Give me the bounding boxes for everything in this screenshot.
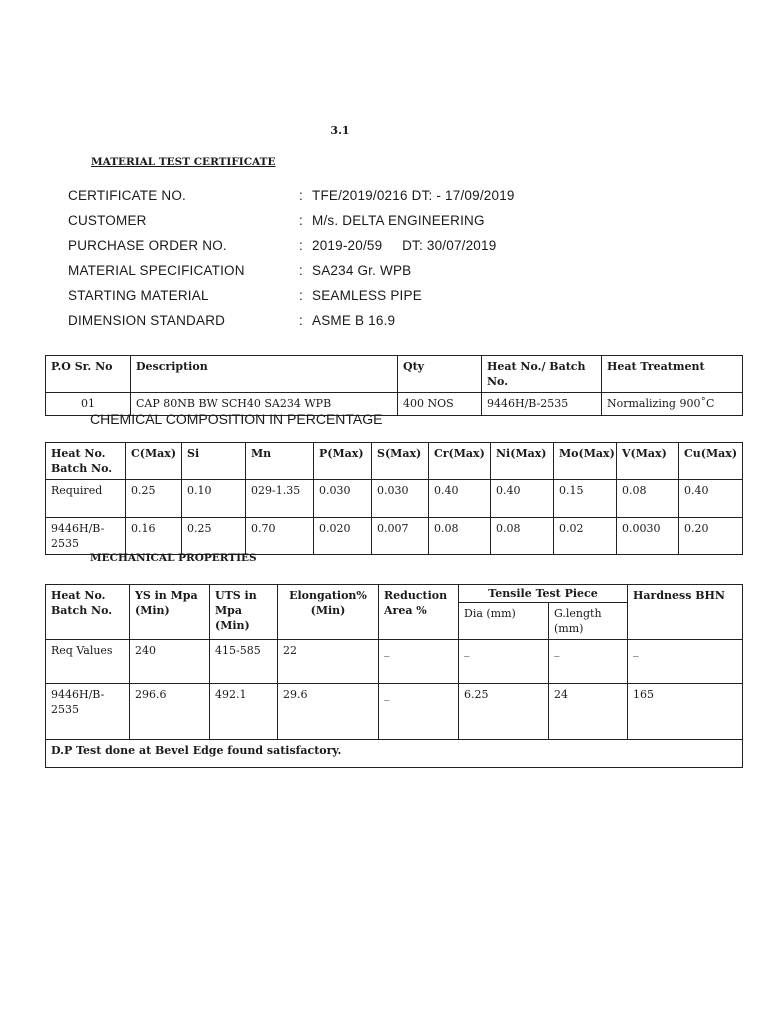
chem-cell: 0.25 bbox=[126, 480, 182, 518]
mech-header-reduction: Reduction Area % bbox=[379, 585, 459, 640]
chem-cell: Required bbox=[46, 480, 126, 518]
chem-cell: 0.15 bbox=[554, 480, 617, 518]
mech-cell: 296.6 bbox=[130, 684, 210, 740]
chem-cell: 0.020 bbox=[314, 518, 372, 555]
chem-cell: 0.08 bbox=[429, 518, 491, 555]
chem-header-cu: Cu(Max) bbox=[679, 443, 743, 480]
mech-header-tensile: Tensile Test Piece bbox=[459, 585, 628, 603]
mech-header-uts: UTS in Mpa (Min) bbox=[210, 585, 278, 640]
mech-header-glength: G.length (mm) bbox=[549, 603, 628, 640]
info-row-dimension-standard bbox=[68, 313, 688, 335]
info-colon: : bbox=[299, 263, 303, 278]
chem-cell: 0.08 bbox=[491, 518, 554, 555]
chem-cell: 0.0030 bbox=[617, 518, 679, 555]
order-table bbox=[45, 355, 743, 416]
chem-header-ni: Ni(Max) bbox=[491, 443, 554, 480]
mech-cell: 22 bbox=[278, 640, 379, 684]
mech-cell: 24 bbox=[549, 684, 628, 740]
mech-header-ys: YS in Mpa (Min) bbox=[130, 585, 210, 640]
chem-section-title: CHEMICAL COMPOSITION IN PERCENTAGE bbox=[90, 411, 383, 427]
chem-header-mo: Mo(Max) bbox=[554, 443, 617, 480]
standard-number: 3.1 bbox=[330, 124, 350, 137]
chem-cell: 029-1.35 bbox=[246, 480, 314, 518]
mech-cell: _ bbox=[379, 640, 459, 684]
info-value: TFE/2019/0216 DT: - 17/09/2019 bbox=[312, 188, 515, 203]
chem-cell: 9446H/B-2535 bbox=[46, 518, 126, 555]
mech-note: D.P Test done at Bevel Edge found satisfactory. bbox=[46, 740, 743, 768]
order-header-heat-no: Heat No./ Batch No. bbox=[482, 356, 602, 393]
info-value: M/s. DELTA ENGINEERING bbox=[312, 213, 485, 228]
order-cell-heat-no: 9446H/B-2535 bbox=[482, 393, 602, 416]
chem-cell: 0.007 bbox=[372, 518, 429, 555]
order-header-heat-treatment: Heat Treatment bbox=[602, 356, 743, 393]
chem-header-v: V(Max) bbox=[617, 443, 679, 480]
document-title: MATERIAL TEST CERTIFICATE bbox=[91, 156, 276, 168]
info-label: CUSTOMER bbox=[68, 213, 147, 228]
info-colon: : bbox=[299, 213, 303, 228]
info-row-customer bbox=[68, 213, 688, 235]
order-cell-heat-treatment: Normalizing 900˚C bbox=[602, 393, 743, 416]
mech-cell: 240 bbox=[130, 640, 210, 684]
info-label: MATERIAL SPECIFICATION bbox=[68, 263, 245, 278]
mech-section-title: MECHANICAL PROPERTIES bbox=[90, 552, 257, 564]
mech-cell: Req Values bbox=[46, 640, 130, 684]
info-colon: : bbox=[299, 188, 303, 203]
chem-cell: 0.40 bbox=[491, 480, 554, 518]
info-value: SEAMLESS PIPE bbox=[312, 288, 422, 303]
chem-cell: 0.25 bbox=[182, 518, 246, 555]
mech-cell: _ bbox=[379, 684, 459, 740]
chem-cell: 0.16 bbox=[126, 518, 182, 555]
info-colon: : bbox=[299, 313, 303, 328]
chem-header-cr: Cr(Max) bbox=[429, 443, 491, 480]
info-colon: : bbox=[299, 238, 303, 253]
info-colon: : bbox=[299, 288, 303, 303]
mech-cell: 415-585 bbox=[210, 640, 278, 684]
chem-cell: 0.030 bbox=[314, 480, 372, 518]
mech-cell: _ bbox=[459, 640, 549, 684]
order-cell-description: CAP 80NB BW SCH40 SA234 WPB bbox=[131, 393, 398, 416]
info-row-certificate bbox=[68, 188, 688, 210]
order-cell-qty: 400 NOS bbox=[398, 393, 482, 416]
info-label: DIMENSION STANDARD bbox=[68, 313, 226, 328]
chem-cell: 0.10 bbox=[182, 480, 246, 518]
chem-cell: 0.40 bbox=[679, 480, 743, 518]
info-label: CERTIFICATE NO. bbox=[68, 188, 187, 203]
mech-cell: 6.25 bbox=[459, 684, 549, 740]
info-row-starting-material bbox=[68, 288, 688, 310]
order-header-qty: Qty bbox=[398, 356, 482, 393]
mech-header-elongation: Elongation% (Min) bbox=[278, 585, 379, 640]
mech-header-dia: Dia (mm) bbox=[459, 603, 549, 640]
info-value: ASME B 16.9 bbox=[312, 313, 396, 328]
chem-header-s: S(Max) bbox=[372, 443, 429, 480]
mech-cell: 9446H/B-2535 bbox=[46, 684, 130, 740]
chem-cell: 0.70 bbox=[246, 518, 314, 555]
order-cell-po: 01 bbox=[46, 393, 131, 416]
chem-header-p: P(Max) bbox=[314, 443, 372, 480]
chem-header-mn: Mn bbox=[246, 443, 314, 480]
order-header-po: P.O Sr. No bbox=[46, 356, 131, 393]
order-header-description: Description bbox=[131, 356, 398, 393]
info-row-material-spec bbox=[68, 263, 688, 285]
chem-cell: 0.08 bbox=[617, 480, 679, 518]
mech-cell: 29.6 bbox=[278, 684, 379, 740]
info-value: SA234 Gr. WPB bbox=[312, 263, 412, 278]
info-label: PURCHASE ORDER NO. bbox=[68, 238, 227, 253]
mech-cell: _ bbox=[549, 640, 628, 684]
mech-header-heat-no: Heat No. Batch No. bbox=[46, 585, 130, 640]
mech-header-hardness: Hardness BHN bbox=[628, 585, 743, 640]
info-label: STARTING MATERIAL bbox=[68, 288, 209, 303]
mech-table bbox=[45, 584, 743, 768]
info-value: 2019-20/59 DT: 30/07/2019 bbox=[312, 238, 497, 253]
chem-cell: 0.20 bbox=[679, 518, 743, 555]
mech-cell: 492.1 bbox=[210, 684, 278, 740]
chem-header-c: C(Max) bbox=[126, 443, 182, 480]
mech-cell: _ bbox=[628, 640, 743, 684]
chem-header-heat-no: Heat No. Batch No. bbox=[46, 443, 126, 480]
chem-table bbox=[45, 442, 743, 555]
info-row-purchase-order bbox=[68, 238, 688, 260]
chem-header-si: Si bbox=[182, 443, 246, 480]
mech-cell: 165 bbox=[628, 684, 743, 740]
chem-cell: 0.02 bbox=[554, 518, 617, 555]
chem-cell: 0.40 bbox=[429, 480, 491, 518]
chem-cell: 0.030 bbox=[372, 480, 429, 518]
